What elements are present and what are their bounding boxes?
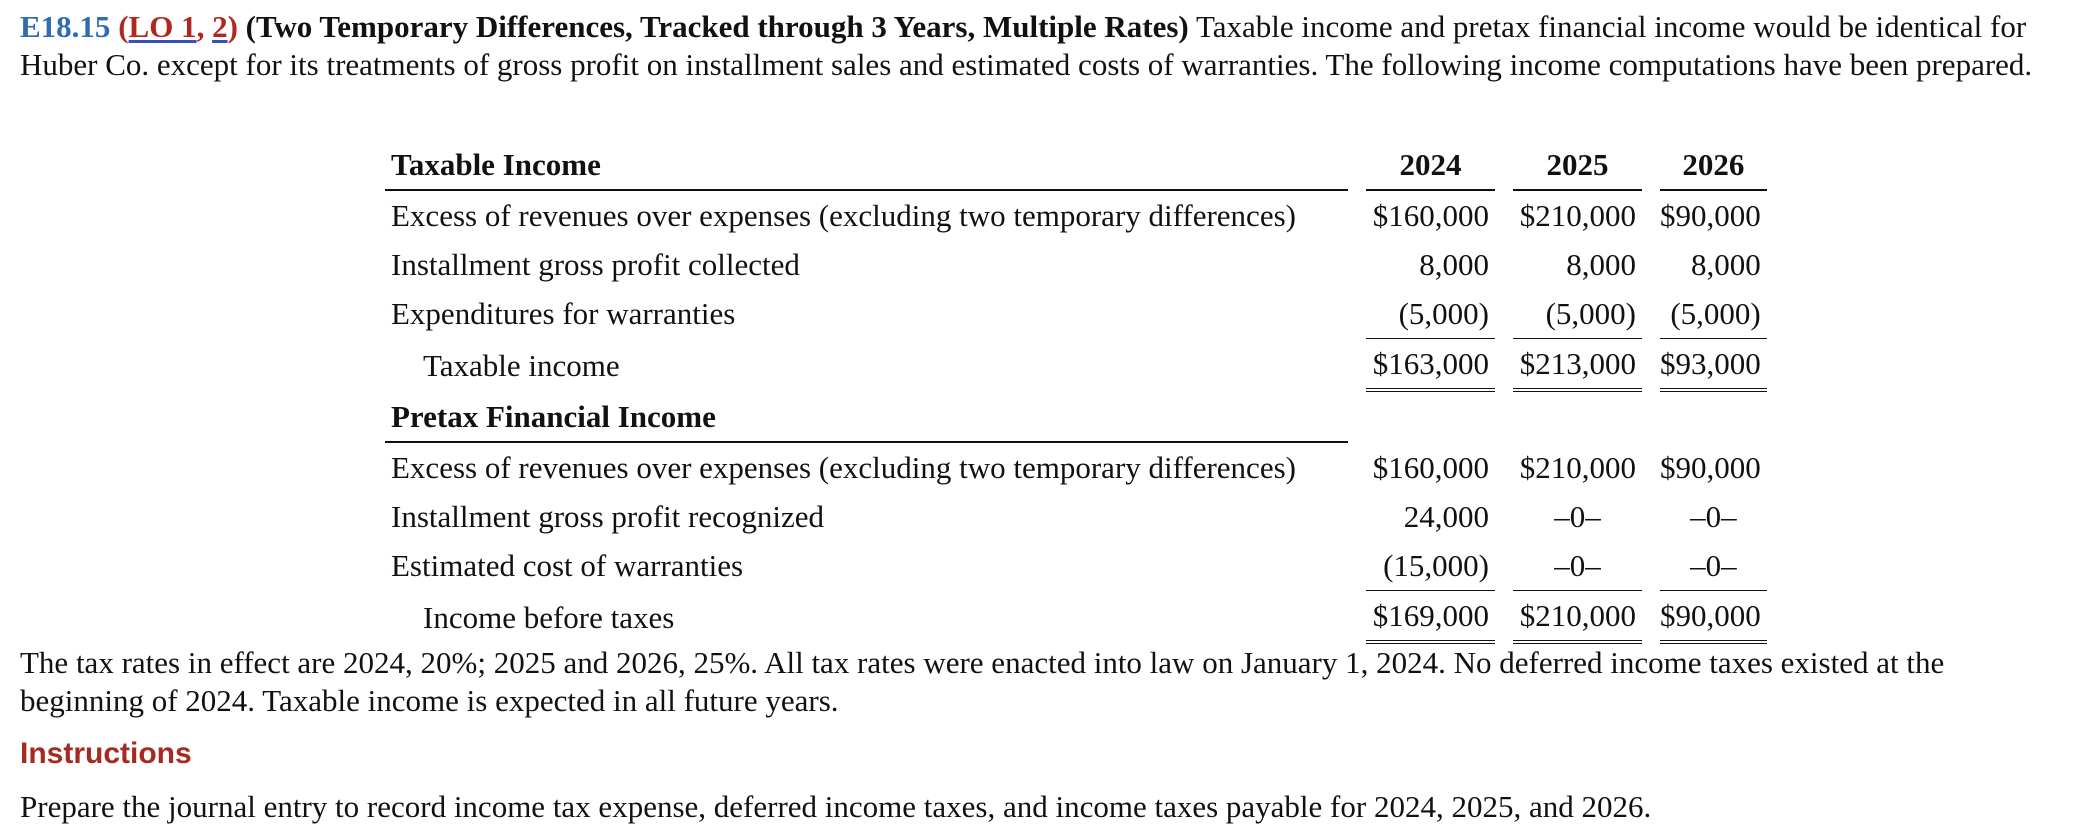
total-row: [385, 591, 1767, 644]
cell-value: (5,000): [1660, 289, 1767, 339]
lo-open: (: [118, 9, 129, 44]
table-row: [385, 492, 1767, 541]
taxable-income-heading: Taxable Income: [385, 140, 1348, 191]
year-header: 2026: [1660, 140, 1767, 191]
cell-value: (5,000): [1366, 289, 1495, 339]
cell-value: (15,000): [1366, 541, 1495, 591]
cell-value: 8,000: [1419, 246, 1489, 282]
pretax-income-heading: Pretax Financial Income: [385, 392, 1348, 443]
table-row: [385, 443, 1767, 492]
total-value: $169,000: [1366, 591, 1495, 644]
row-label: Installment gross profit collected: [391, 246, 800, 282]
row-label: Installment gross profit recognized: [391, 498, 825, 534]
table-row: [385, 191, 1767, 240]
cell-value: $210,000: [1519, 197, 1636, 233]
exercise-number: E18.15: [20, 9, 111, 44]
exercise-title: (Two Temporary Differences, Tracked through 3 Years, Multiple Rates): [245, 9, 1189, 44]
instructions-text: Prepare the journal entry to record income tax expense, deferred income taxes, and income taxes payable for 2024, 2025, and 2026.: [20, 789, 1652, 824]
row-label: Excess of revenues over expenses (excluding two temporary differences): [391, 449, 1296, 485]
table-row: [385, 289, 1767, 339]
cell-value: 8,000: [1691, 246, 1761, 282]
total-value: $213,000: [1513, 339, 1642, 392]
total-label: Taxable income: [423, 347, 620, 383]
total-value: $93,000: [1660, 339, 1767, 392]
lo-close: ): [227, 9, 238, 44]
cell-value: $90,000: [1660, 197, 1761, 233]
row-label: Excess of revenues over expenses (excluding two temporary differences): [391, 197, 1296, 233]
total-value: $90,000: [1660, 591, 1767, 644]
cell-value: (5,000): [1513, 289, 1642, 339]
table-header-row: [385, 140, 1767, 191]
total-row: [385, 339, 1767, 392]
row-label: Expenditures for warranties: [391, 296, 736, 331]
row-label: Estimated cost of warranties: [391, 548, 744, 583]
year-header: 2024: [1366, 140, 1495, 191]
cell-value: $90,000: [1660, 449, 1761, 485]
learning-objectives: [118, 9, 238, 44]
cell-value: 8,000: [1566, 246, 1636, 282]
year-header: 2025: [1513, 140, 1642, 191]
total-value: $163,000: [1366, 339, 1495, 392]
instructions-heading: Instructions: [20, 737, 192, 770]
table-row: [385, 541, 1767, 591]
section-heading-row: [385, 392, 1767, 443]
table-row: [385, 240, 1767, 289]
cell-value: 24,000: [1403, 498, 1489, 534]
exercise-intro: [20, 8, 2065, 84]
tax-rates-paragraph: The tax rates in effect are 2024, 20%; 2025 and 2026, 25%. All tax rates were enacted into law on January 1, 2024. No deferred income taxes existed at the beginning of 2024. Taxable income is expected in all future years.: [20, 645, 1945, 718]
learning-objective-link-1[interactable]: LO 1: [128, 9, 197, 44]
cell-value: –0–: [1690, 498, 1737, 534]
cell-value: $160,000: [1372, 449, 1489, 485]
income-computation-table: [385, 140, 1767, 644]
cell-value: $160,000: [1372, 197, 1489, 233]
total-value: $210,000: [1513, 591, 1642, 644]
cell-value: –0–: [1660, 541, 1767, 591]
learning-objective-link-2[interactable]: 2: [212, 9, 228, 44]
total-label: Income before taxes: [423, 599, 675, 635]
exercise-intro-text: Taxable income and pretax financial income would be identical for Huber Co. except for its treatments of gross profit on installment sales and estimated costs of warranties. The following income computations have been prepared.: [20, 9, 2033, 82]
cell-value: –0–: [1513, 541, 1642, 591]
cell-value: $210,000: [1519, 449, 1636, 485]
cell-value: –0–: [1554, 498, 1601, 534]
lo-separator: ,: [196, 9, 213, 44]
